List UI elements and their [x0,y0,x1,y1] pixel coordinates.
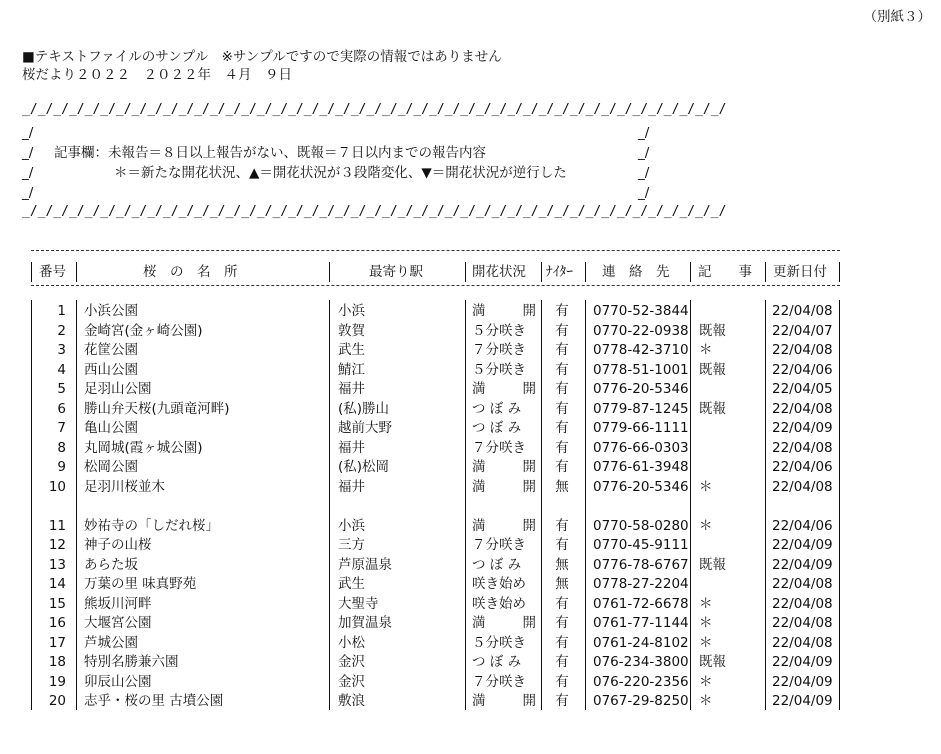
cell-phone: 076-220-2356 [593,673,689,690]
cell-num: 1 [57,303,66,319]
col-divider [31,262,32,282]
cell-status: つ ぼ み [472,420,522,436]
table-row [0,535,941,555]
cell-night: 有 [555,459,569,475]
cell-phone: 076-234-3800 [593,654,689,670]
cell-note: ＊ [699,634,713,651]
table-row [0,516,941,536]
cell-night: 有 [555,517,569,534]
notice-border-bottom: _/_/_/_/_/_/_/_/_/_/_/_/_/_/_/_/_/_/_/_/_/_/_/_/_/_/_/_/_/_/_/_/_/_/_/_/_/_/_/_/_/_/_/_/_/ [22,204,727,219]
cell-updated: 22/04/08 [772,342,833,358]
column-header-note: 記 事 [698,264,752,280]
cell-note: 既報 [699,556,726,573]
cell-name: あらた坂 [84,556,138,573]
cell-name: 志乎・桜の里 古墳公園 [84,693,224,709]
table-row [0,360,941,380]
cell-night: 有 [555,303,569,319]
cell-num: 18 [48,654,66,670]
column-header-station: 最寄り駅 [369,264,423,280]
cell-status: ７分咲き [472,673,526,690]
cell-night: 有 [555,537,569,553]
table-row [0,438,941,458]
cell-phone: 0776-66-0303 [593,439,689,456]
cell-station: 武生 [338,342,365,358]
cell-num: 2 [57,322,66,339]
cell-station: (私)勝山 [338,400,390,417]
cell-note: 既報 [699,654,726,670]
cell-note: ＊ [699,693,713,709]
table-row [0,301,941,321]
cell-status: つ ぼ み [472,400,522,417]
cell-night: 有 [555,634,569,651]
cell-num: 19 [48,673,66,690]
cell-status: 満 開 [472,615,536,631]
corner-label: （別紙３） [863,9,931,25]
cell-name: 万葉の里 味真野苑 [84,576,197,592]
col-divider [76,262,77,282]
cell-note: ＊ [699,673,713,690]
cell-station: 福井 [338,478,365,495]
cell-night: 有 [555,420,569,436]
cell-name: 花筐公園 [84,342,138,358]
cell-num: 11 [48,517,66,534]
cell-updated: 22/04/08 [772,634,833,651]
cell-status: ７分咲き [472,439,526,456]
cell-night: 有 [555,400,569,417]
cell-status: つ ぼ み [472,654,522,670]
cell-phone: 0778-42-3710 [593,342,689,358]
cell-status: ５分咲き [472,322,526,339]
table-row [0,613,941,633]
cell-num: 17 [48,634,66,651]
col-divider [690,262,691,282]
cell-station: 福井 [338,439,365,456]
cell-name: 妙祐寺の「しだれ桜」 [84,517,219,534]
header-title: ■テキストファイルのサンプル ※サンプルですので実際の情報ではありません [22,49,502,65]
cell-name: 足羽山公園 [84,381,152,397]
cell-num: 16 [48,615,66,631]
cell-updated: 22/04/09 [772,420,833,436]
cell-phone: 0767-29-8250 [593,693,689,709]
cell-num: 5 [57,381,66,397]
cell-name: 松岡公園 [84,459,138,475]
cell-updated: 22/04/06 [772,361,833,378]
table-rule-header-bottom [31,285,840,286]
cell-name: 亀山公園 [84,420,138,436]
cell-num: 6 [57,400,66,417]
notice-line-1: 記事欄：未報告＝８日以上報告がない、既報＝７日以内までの報告内容 [54,145,486,161]
cell-updated: 22/04/09 [772,654,833,670]
header-date: 桜だより２０２２ ２０２２年 ４月 ９日 [22,67,292,83]
table-row [0,399,941,419]
cell-night: 有 [555,595,569,612]
cell-status: ５分咲き [472,361,526,378]
cell-updated: 22/04/08 [772,576,833,592]
cell-updated: 22/04/09 [772,537,833,553]
cell-updated: 22/04/06 [772,517,833,534]
cell-phone: 0776-61-3948 [593,459,689,475]
cell-name: 金崎宮(金ヶ崎公園) [84,322,203,339]
table-rule-top [31,250,840,251]
cell-status: ５分咲き [472,634,526,651]
col-divider [465,262,466,282]
notice-line-2: ＊＝新たな開花状況、▲＝開花状況が３段階変化、▼＝開花状況が逆行した [114,165,567,181]
notice-side-left-2: _/ [22,145,34,161]
cell-station: 敦賀 [338,322,365,339]
cell-status: 咲き始め [472,576,526,592]
cell-name: 小浜公園 [84,303,138,319]
cell-status: つ ぼ み [472,556,522,573]
notice-side-left-4: _/ [22,185,34,201]
cell-name: 西山公園 [84,361,138,378]
notice-side-right-4: _/ [638,185,650,201]
cell-updated: 22/04/07 [772,322,833,339]
table-row [0,457,941,477]
cell-updated: 22/04/09 [772,673,833,690]
table-row [0,418,941,438]
cell-night: 無 [555,576,569,592]
cell-station: 小浜 [338,517,365,534]
cell-phone: 0776-78-6767 [593,556,689,573]
cell-night: 有 [555,361,569,378]
cell-name: 神子の山桜 [84,537,152,553]
cell-note: 既報 [699,322,726,339]
cell-station: 三方 [338,537,365,553]
cell-status: 満 開 [472,303,536,319]
cell-num: 12 [48,537,66,553]
col-divider [765,262,766,282]
cell-night: 有 [555,615,569,631]
cell-phone: 0779-87-1245 [593,400,689,417]
table-row [0,652,941,672]
cell-station: 小松 [338,634,365,651]
cell-status: ７分咲き [472,342,526,358]
cell-updated: 22/04/05 [772,381,833,397]
cell-status: ７分咲き [472,537,526,553]
cell-updated: 22/04/08 [772,303,833,319]
cell-phone: 0761-72-6678 [593,595,689,612]
cell-num: 7 [57,420,66,436]
cell-name: 熊坂川河畔 [84,595,152,612]
cell-night: 有 [555,322,569,339]
cell-night: 有 [555,342,569,358]
cell-night: 有 [555,654,569,670]
cell-updated: 22/04/09 [772,693,833,709]
table-row [0,496,941,516]
table-row [0,574,941,594]
cell-num: 8 [57,439,66,456]
cell-phone: 0770-52-3844 [593,303,689,319]
cell-status: 満 開 [472,517,536,534]
cell-station: 鯖江 [338,361,365,378]
cell-night: 有 [555,381,569,397]
cell-note: ＊ [699,517,713,534]
cell-station: 金沢 [338,673,365,690]
cell-updated: 22/04/08 [772,439,833,456]
table-row [0,594,941,614]
notice-border-top: _/_/_/_/_/_/_/_/_/_/_/_/_/_/_/_/_/_/_/_/_/_/_/_/_/_/_/_/_/_/_/_/_/_/_/_/_/_/_/_/_/_/_/_/_/ [22,102,727,117]
cell-updated: 22/04/08 [772,595,833,612]
cell-phone: 0770-22-0938 [593,322,689,339]
cell-num: 14 [48,576,66,592]
cell-note: 既報 [699,361,726,378]
col-divider [585,262,586,282]
col-divider [329,262,330,282]
cell-status: 満 開 [472,693,536,709]
cell-status: 満 開 [472,478,536,495]
cell-night: 有 [555,673,569,690]
cell-phone: 0776-20-5346 [593,381,689,397]
cell-num: 3 [57,342,66,358]
notice-side-right-2: _/ [638,145,650,161]
table-row [0,691,941,711]
cell-num: 9 [57,459,66,475]
table-row [0,555,941,575]
cell-station: 小浜 [338,303,365,319]
cell-updated: 22/04/08 [772,400,833,417]
notice-side-left-3: _/ [22,165,34,181]
table-row [0,672,941,692]
cell-name: 卯辰山公園 [84,673,152,690]
cell-station: (私)松岡 [338,459,390,475]
table-row [0,633,941,653]
cell-name: 足羽川桜並木 [84,478,165,495]
cell-name: 丸岡城(霞ヶ城公園) [84,439,203,456]
cell-status: 咲き始め [472,595,526,612]
notice-side-left-1: _/ [22,125,34,141]
cell-status: 満 開 [472,459,536,475]
cell-num: 10 [48,478,66,495]
cell-note: ＊ [699,595,713,612]
cell-phone: 0761-77-1144 [593,615,689,631]
column-header-night: ﾅｲﾀｰ [546,264,573,280]
column-header-name: 桜 の 名 所 [143,264,238,280]
notice-side-right-3: _/ [638,165,650,181]
col-divider [839,262,840,282]
col-divider [541,262,542,282]
cell-updated: 22/04/08 [772,615,833,631]
cell-updated: 22/04/08 [772,478,833,495]
cell-status: 満 開 [472,381,536,397]
cell-phone: 0778-27-2204 [593,576,689,592]
cell-note: 既報 [699,400,726,417]
cell-station: 加賀温泉 [338,615,392,631]
cell-num: 20 [48,693,66,709]
cell-station: 越前大野 [338,420,392,436]
cell-station: 芦原温泉 [338,556,392,573]
column-header-status: 開花状況 [472,264,526,280]
cell-updated: 22/04/06 [772,459,833,475]
cell-phone: 0761-24-8102 [593,634,689,651]
cell-phone: 0776-20-5346 [593,478,689,495]
cell-num: 13 [48,556,66,573]
cell-updated: 22/04/09 [772,556,833,573]
cell-night: 有 [555,693,569,709]
cell-station: 武生 [338,576,365,592]
cell-station: 敷浪 [338,693,365,709]
cell-station: 大聖寺 [338,595,379,612]
cell-num: 4 [57,361,66,378]
cell-night: 無 [555,478,569,495]
notice-side-right-1: _/ [638,125,650,141]
cell-note: ＊ [699,342,713,358]
column-header-updated: 更新日付 [773,264,827,280]
cell-phone: 0770-45-9111 [593,537,689,553]
table-row [0,379,941,399]
cell-name: 芦城公園 [84,634,138,651]
table-row [0,477,941,497]
cell-num: 15 [48,595,66,612]
cell-night: 無 [555,556,569,573]
cell-phone: 0779-66-1111 [593,420,689,436]
cell-station: 福井 [338,381,365,397]
cell-name: 勝山弁天桜(九頭竜河畔) [84,400,230,417]
cell-station: 金沢 [338,654,365,670]
table-row [0,340,941,360]
column-header-num: 番号 [39,264,66,280]
cell-note: ＊ [699,615,713,631]
cell-phone: 0770-58-0280 [593,517,689,534]
cell-note: ＊ [699,478,713,495]
cell-name: 特別名勝兼六園 [84,654,179,670]
cell-phone: 0778-51-1001 [593,361,689,378]
cell-night: 有 [555,439,569,456]
cell-name: 大堰宮公園 [84,615,152,631]
table-row [0,321,941,341]
column-header-phone: 連 絡 先 [602,264,670,280]
